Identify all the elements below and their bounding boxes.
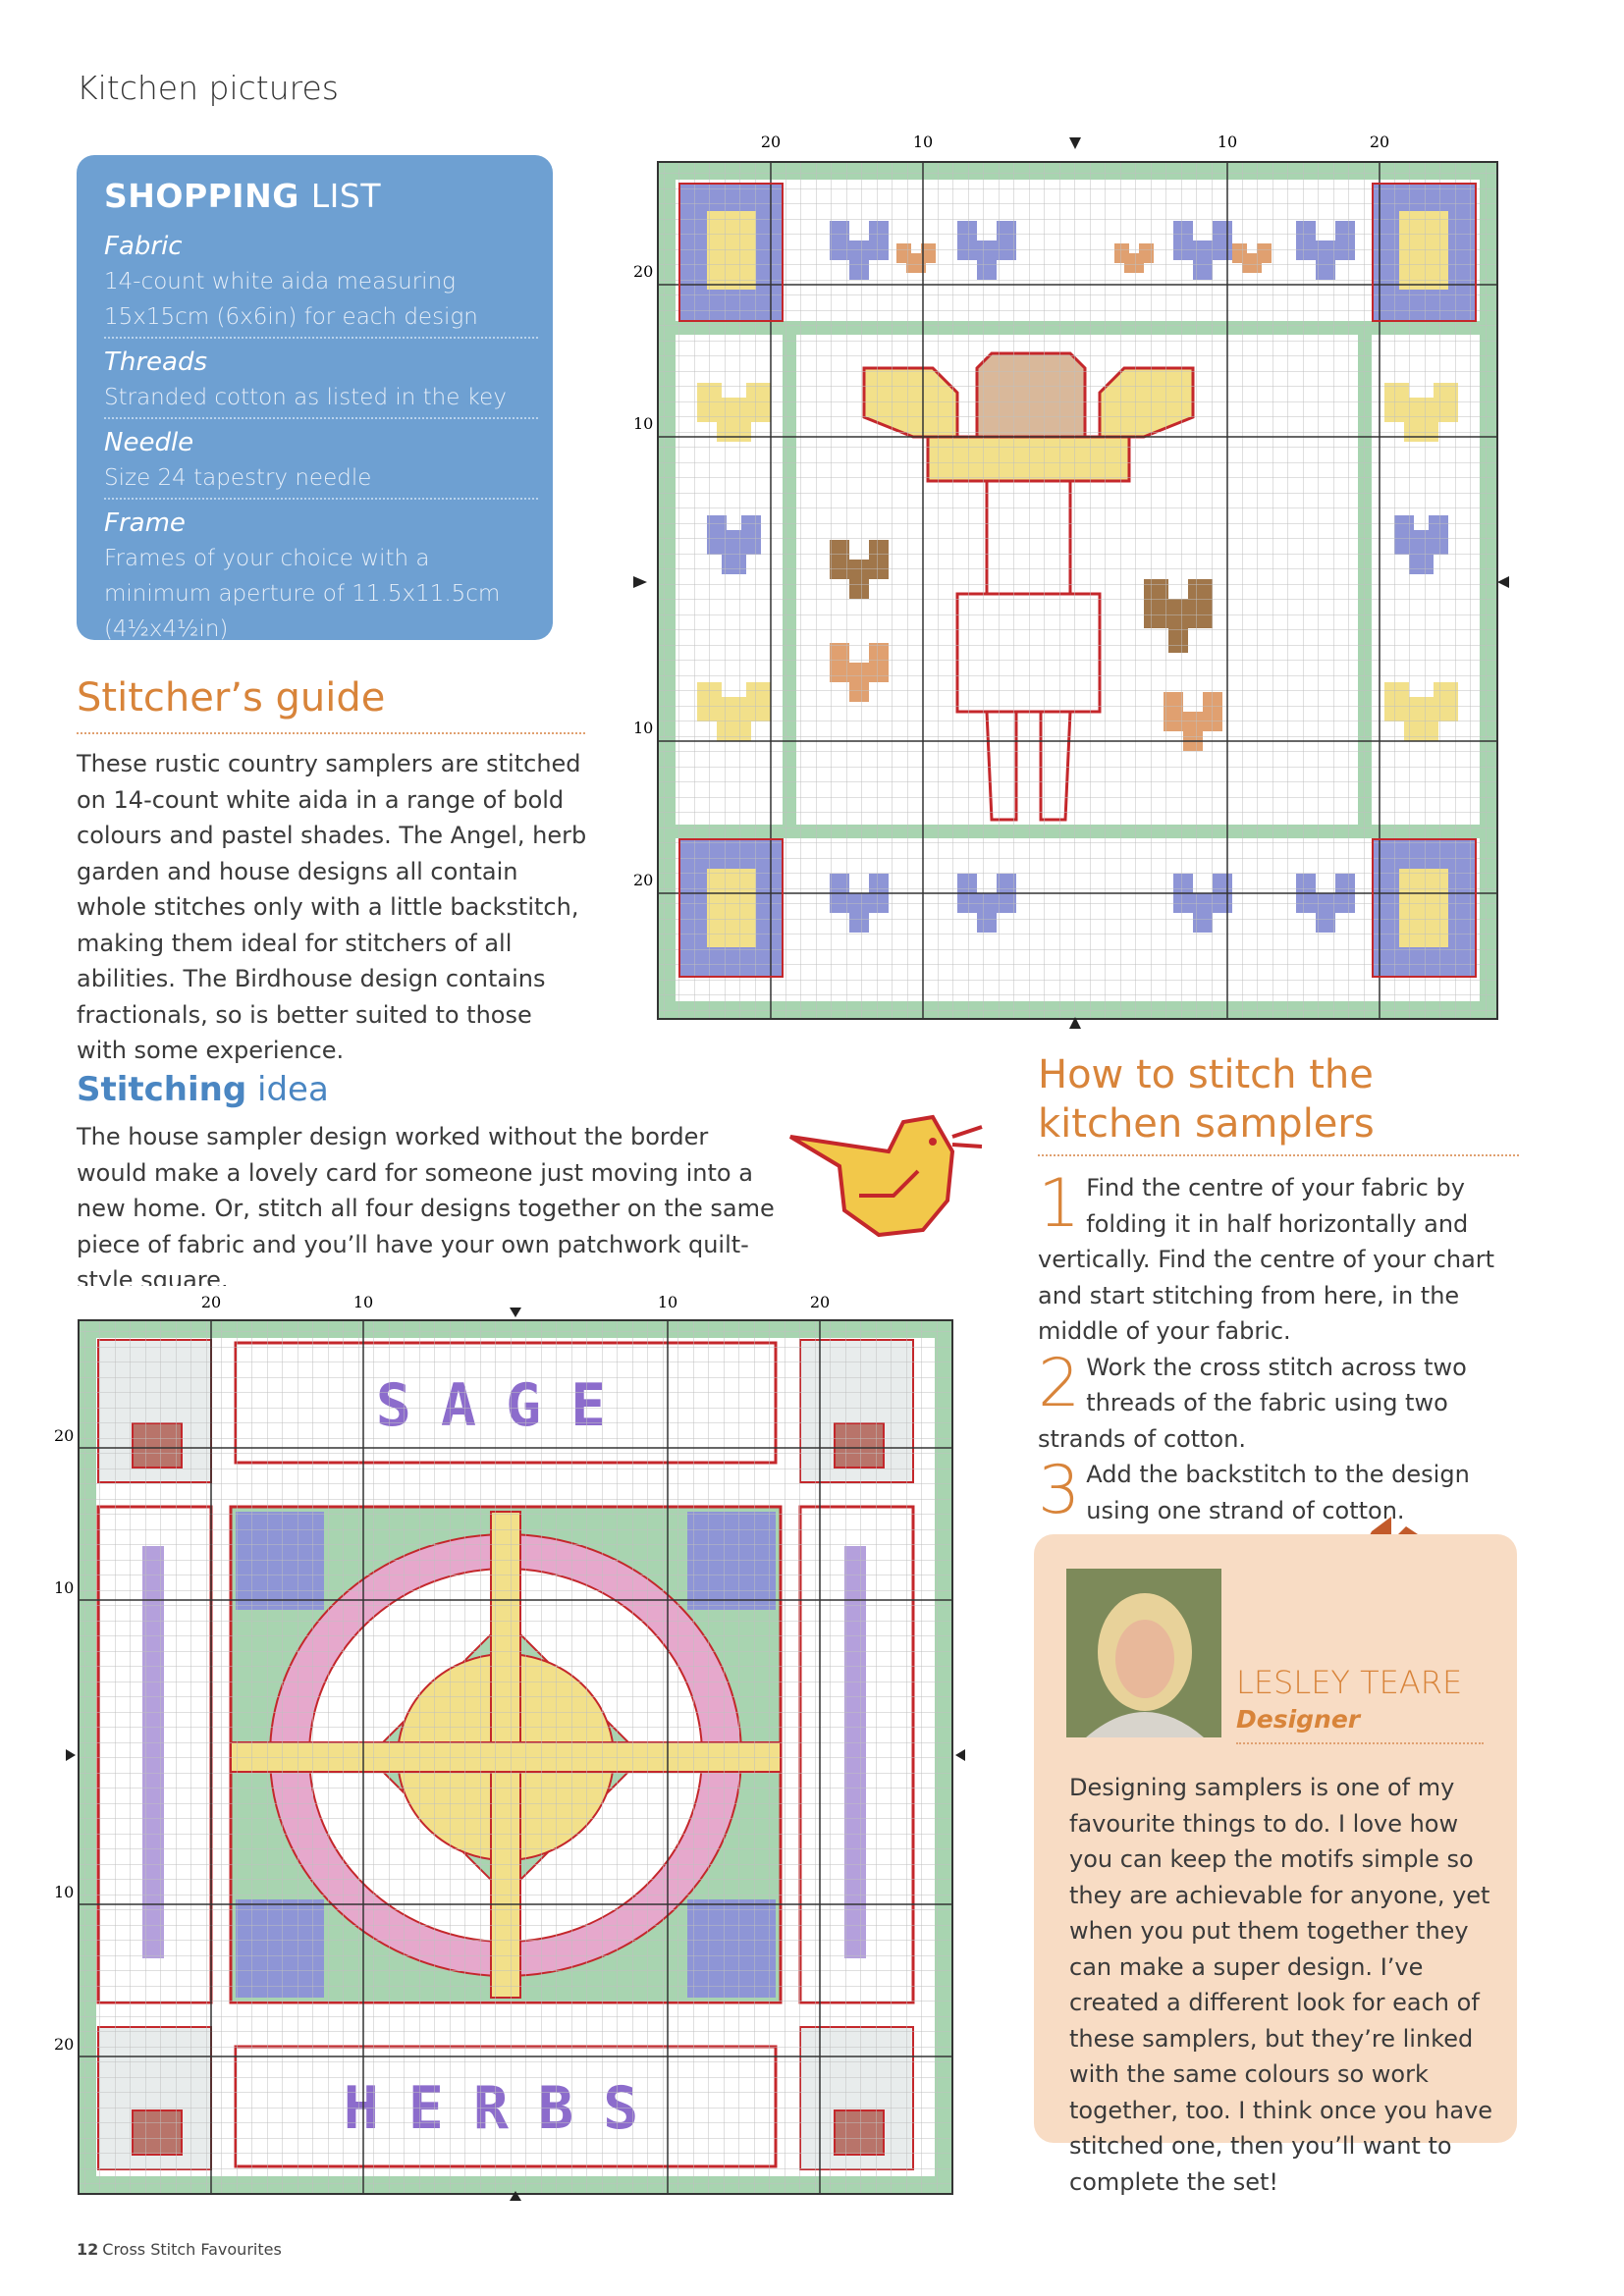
chart-axis-label: 20	[200, 1293, 222, 1311]
chart-axis-label: 20	[54, 2035, 75, 2054]
shopping-item-frame	[104, 506, 525, 647]
chart-axis-label: 20	[633, 871, 654, 889]
shopping-item-threads	[104, 345, 525, 419]
shopping-item-value: 14-count white aida measuring 15x15cm (6x6in) for each design	[104, 269, 478, 330]
dotted-divider	[1038, 1154, 1519, 1156]
chart-axis-label: 20	[760, 133, 782, 151]
section-title: Kitchen pictures	[77, 69, 339, 107]
centre-marker-left	[66, 1749, 76, 1761]
step-item	[1038, 1344, 1519, 1458]
centre-marker-right	[1497, 576, 1509, 588]
step-number: 3	[1038, 1452, 1081, 1529]
chart-grid	[658, 162, 1497, 1019]
shopping-item-value: Frames of your choice with a minimum aperture of 11.5x11.5cm (4½x4½in)	[104, 546, 501, 642]
chart-axis-label: 10	[352, 1293, 374, 1311]
shopping-item-needle	[104, 425, 525, 500]
shopping-item-fabric	[104, 229, 525, 339]
steps-list	[1038, 1165, 1519, 1529]
dotted-divider	[77, 732, 585, 734]
designer-role: Designer	[1236, 1705, 1361, 1734]
step-number: 2	[1038, 1344, 1081, 1422]
stitchers-guide-title: Stitcher’s guide	[77, 675, 386, 721]
chart-axis-label: 20	[809, 1293, 831, 1311]
dotted-divider	[1236, 1742, 1484, 1744]
chart-axis-label: 10	[1217, 133, 1238, 151]
shopping-list-title: SHOPPING LIST	[104, 177, 382, 215]
chart-axis-label: 10	[54, 1578, 75, 1597]
stitching-idea-body: The house sampler design worked without the border would make a lovely card for someone just moving into a new home. Or, stitch all four designs together on the same piece of fabric and you’ll have your own patchwork quilt-style square.	[77, 1123, 775, 1294]
step-number: 1	[1038, 1165, 1081, 1243]
angel-chart	[633, 128, 1517, 1029]
step-text: Add the backstitch to the design using one strand of cotton.	[1086, 1461, 1470, 1524]
centre-marker-top	[1069, 137, 1081, 149]
dotted-divider	[104, 417, 538, 419]
chart-axis-label: 20	[54, 1426, 75, 1445]
herbs-chart	[54, 1286, 967, 2201]
chart-axis-label: 10	[633, 719, 654, 737]
designer-name: LESLEY TEARE	[1236, 1664, 1463, 1701]
stitchers-guide-body: These rustic country samplers are stitched on 14-count white aida in a range of bold colours and pastel shades. The Angel, herb garden and house designs all contain whole stitches only with a little backstitch, making them ideal for stitchers of all abilities. The Birdhouse design contains fractionals, so is better suited to those with some experience.	[77, 750, 587, 1064]
chart-grid	[79, 1320, 952, 2194]
chart-axis-label: 20	[1369, 133, 1390, 151]
designer-quote: Designing samplers is one of my favourite things to do. I love how you can keep the motifs simple so they are achievable for anyone, yet when you put them together they can make a super design. I’ve created a different look for each of these samplers, but they’re linked with the same colours so work together, too. I think once you have stitched one, then you’ll want to complete the set!	[1069, 1774, 1493, 2196]
step-text: Work the cross stitch across two threads of the fabric using two strands of cotton.	[1038, 1353, 1467, 1453]
chart-axis-label: 20	[633, 262, 654, 281]
centre-marker-top	[510, 1308, 521, 1317]
chart-axis-label: 10	[912, 133, 934, 151]
dotted-divider	[104, 498, 538, 500]
centre-marker-right	[955, 1749, 965, 1761]
shopping-item-label: Fabric	[104, 232, 183, 261]
page-footer: 12 Cross Stitch Favourites	[77, 2240, 282, 2259]
shopping-item-value: Stranded cotton as listed in the key	[104, 385, 507, 410]
designer-box	[1034, 1534, 1517, 2196]
chart-axis-label: 10	[54, 1883, 75, 1901]
bird-icon	[785, 1097, 987, 1245]
shopping-item-value: Size 24 tapestry needle	[104, 465, 372, 491]
shopping-item-label: Frame	[104, 508, 186, 538]
designer-photo	[1066, 1569, 1221, 1737]
step-text: Find the centre of your fabric by folding it in half horizontally and vertically. Find the centre of your chart and start stitching from here, in the middle of your fabric.	[1038, 1174, 1495, 1345]
dotted-divider	[104, 337, 538, 339]
shopping-list-box	[77, 155, 553, 640]
chart-axis-label: 10	[633, 414, 654, 433]
centre-marker-left	[633, 576, 647, 588]
chart-axis-label: 10	[657, 1293, 678, 1311]
shopping-item-label: Needle	[104, 428, 194, 457]
step-item	[1038, 1165, 1519, 1350]
shopping-item-label: Threads	[104, 347, 208, 377]
stitching-idea-title: Stitching idea	[77, 1070, 329, 1109]
how-to-stitch-title: How to stitch the kitchen samplers	[1038, 1052, 1375, 1147]
